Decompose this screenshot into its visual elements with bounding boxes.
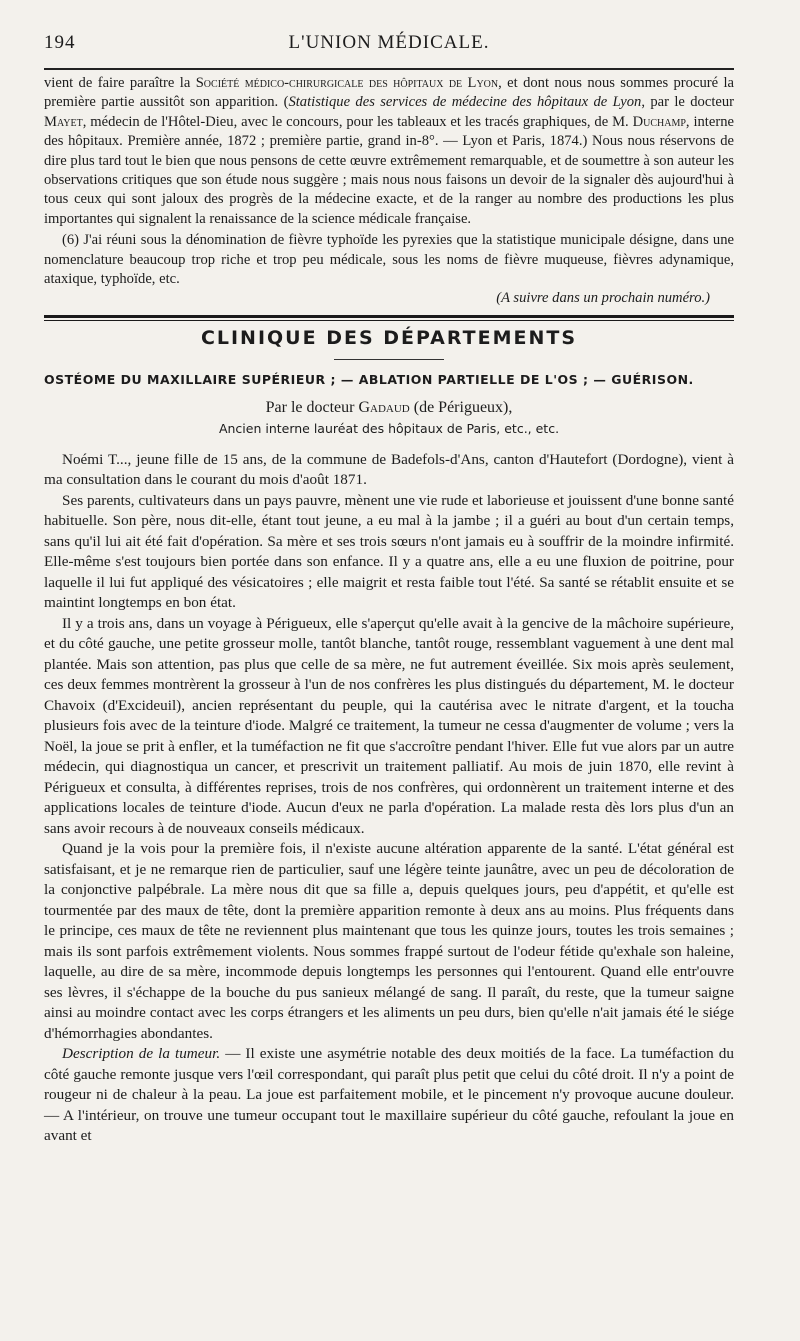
paragraph: Il y a trois ans, dans un voyage à Périgueux, elle s'aperçut qu'elle avait à la gencive de la mâchoire supérieure, et du côté gauche, une petite grosseur molle, tantôt blanche, tantôt rouge, ressemblant vaguement à une dent mal plantée. Mais son attention, pas plus que celle de sa mère, ne fut autrement éveillée. Six mois après seulement, ces deux femmes montrèrent la grosseur à l'un de nos confrères les plus distingués du département, M. le docteur Chavoix (d'Excideuil), ancien représentant du peuple, qui la cautérisa avec le nitrate d'argent, et la toucha plusieurs fois avec de la teinture d'iode. Malgré ce traitement, la tumeur ne cessa d'augmenter de volume ; vers la Noël, la joue se prit à enfler, et la tuméfaction ne fit que s'accroître pendant l'hiver. Elle fut vue alors par un autre médecin, qui diagnostiqua un cancer, et prescrivit un traitement palliatif. Au mois de juin 1870, elle revint à Périgueux et consulta, à différentes reprises, trois de nos confrères, qui ordonnèrent un traitement interne et des applications locales de teinture d'iode. Aucun d'eux ne parla d'opération. La malade resta dès lors plus d'un an sans avoir recours à de nouveaux conseils médicaux. [44, 614, 734, 837]
section-separator [44, 315, 734, 321]
society-name: Société médico-chirurgicale des hôpitaux de Lyon [195, 75, 499, 91]
running-header [44, 22, 734, 62]
author-gadaud: Gadaud [358, 398, 410, 416]
author-duchamp: Duchamp [632, 113, 686, 130]
journal-title: L'UNION MÉDICALE. [288, 32, 490, 53]
byline: Par le docteur Gadaud (de Périgueux), [265, 398, 513, 416]
journal-page [44, 22, 734, 1147]
paragraph: Ses parents, cultivateurs dans un pays pauvre, mènent une vie rude et laborieuse et jouissent d'une bonne santé habituelle. Son père, nous dit-elle, étant tout jeune, a eu mal à la jambe ; il a guéri au bout d'un certain temps, sans qu'il lui ait été fait d'opération. Sa mère et ses trois sœurs n'ont jamais eu à souffrir de la moindre infirmité. Elle-même s'est toujours bien portée dans son enfance. Il y a quatre ans, elle a eu une fluxion de poitrine, pour laquelle il lui fut appliqué des vésicatoires ; elle maigrit et resta faible tout l'été. Sa santé se rétablit ensuite et se maintint longtemps en bon état. [44, 491, 734, 612]
paragraph-description: Description de la tumeur. — Il existe une asymétrie notable des deux moitiés de la face. La tuméfaction du côté gauche remonte jusque vers l'œil correspondant, qui paraît plus petit que celui du côté droit. Il n'y a point de rougeur ni de chaleur à la peau. La joue est parfaitement mobile, et le pincement n'y provoque aucune douleur. — A l'intérieur, on trouve une tumeur occupant tout le maxillaire supérieur du côté gauche, refoulant la joue en avant et [44, 1045, 734, 1145]
page-number: 194 [44, 32, 76, 53]
cited-work-title: Statistique des services de médecine des hôpitaux de Lyon [288, 94, 642, 111]
paragraph: Quand je la vois pour la première fois, il n'existe aucune altération apparente de la santé. L'état général est satisfaisant, et je ne remarque rien de particulier, sauf une légère teinte jaunâtre, avec un peu de décoloration de la conjonctive palpébrale. La mère nous dit que sa fille a, depuis quelques jours, peu d'appétit, et qu'elle est tourmentée par des maux de tête, dont la première apparition remonte à deux ans au moins. Plus fréquents dans le principe, ces maux de tête ne reviennent plus maintenant que tous les quinze jours, toutes les trois semaines ; mais ils sont parfois extrêmement violents. Nous sommes frappé surtout de l'odeur fétide qu'exhale son haleine, laquelle, au dire de sa mère, incommode depuis longtemps les personnes qui l'entourent. Quand elle entr'ouvre ses lèvres, il s'échappe de la bouche du pus sanieux mélangé de sang. Il paraît, du reste, que la tumeur saigne ainsi au moindre contact avec les corps étrangers et les aliments un peu durs, bien qu'elle n'ait jamais été le siége d'hémorrhagies abondantes. [44, 840, 734, 1042]
description-heading: Description de la tumeur. [62, 1045, 221, 1063]
author-mayet: Mayet [44, 113, 83, 130]
header-rule [44, 68, 734, 70]
paragraph: Noémi T..., jeune fille de 15 ans, de la commune de Badefols-d'Ans, canton d'Hautefort (Dordogne), vient à ma consultation dans le courant du mois d'août 1871. [44, 450, 734, 489]
section-title-rule [334, 359, 444, 360]
footnote-6: (6) J'ai réuni sous la dénomination de fièvre typhoïde les pyrexies que la statistique municipale désigne, dans une nomenclature beaucoup trop riche et trop peu médicale, sous les noms de fièvre muqueuse, fièvres adynamique, ataxique, typhoïde, etc. [44, 232, 734, 288]
footnote-continuation: vient de faire paraître la Société médico-chirurgicale des hôpitaux de Lyon, et dont nous nous sommes procuré la première partie aussitôt son apparition. (Statistique des services de médecine des hôpitaux de Lyon, par le docteur Mayet, médecin de l'Hôtel-Dieu, avec le concours, pour les tableaux et les tracés graphiques, de M. Duchamp, interne des hôpitaux. Première année, 1872 ; première partie, grand in-8°. — Lyon et Paris, 1874.) Nous nous réservons de dire plus tard tout le bien que nous pensons de cette œuvre extrêmement remarquable, et de soumettre à son auteur les observations critiques que son étude nous suggère ; mais nous nous faisons un devoir de la signaler dès aujourd'hui à tous ceux qui sont jaloux des progrès de la médecine exacte, et de la ranger au nombre des productions les plus importantes qui signalent la renaissance de la science médicale française. [44, 75, 735, 227]
to-be-continued-note: (A suivre dans un prochain numéro.) [496, 290, 710, 307]
section-title: CLINIQUE DES DÉPARTEMENTS [200, 326, 578, 349]
author-affiliation: Ancien interne lauréat des hôpitaux de Paris, etc., etc. [218, 420, 560, 436]
article-body [44, 450, 734, 1147]
article-title: OSTÉOME DU MAXILLAIRE SUPÉRIEUR ; — ABLATION PARTIELLE DE L'OS ; — GUÉRISON. [44, 371, 694, 387]
